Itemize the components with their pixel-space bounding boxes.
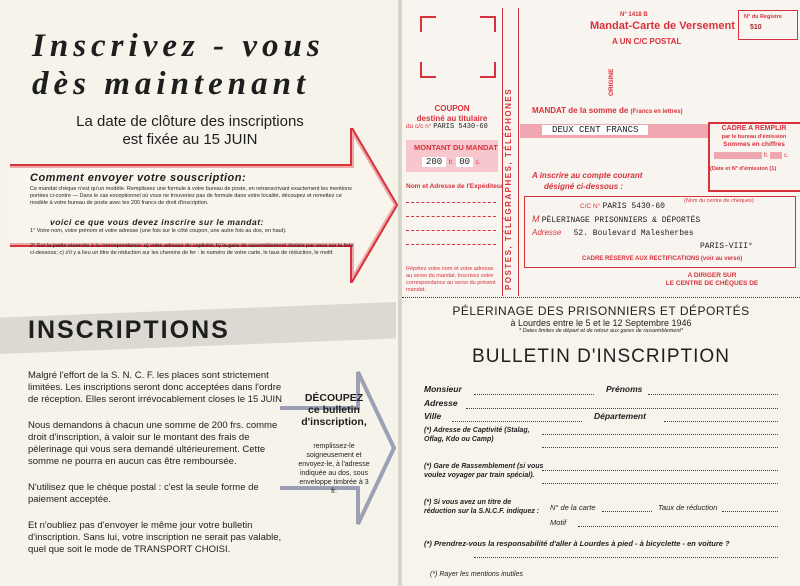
motif-label: Motif [550, 518, 567, 527]
footnote: (*) Rayer les mentions inutiles [430, 571, 523, 578]
cadre-title: CADRE A REMPLIR par le bureau d'émission Sommes en chiffres [721, 125, 787, 148]
taux-label: Taux de réduction [658, 503, 718, 512]
how-to-send-title: Comment envoyer votre souscription: [30, 172, 247, 184]
what-item-2: 2° Sur la partie réservée à la correspondance: a) votre adresse de captivité; b) la gare de rassemblement choisie par vous sur la liste ci-dessous; c) s'il y a lieu un titre de réduction sur les chemins de fer : le numéro de votre carte, le taux de réduction, le motif. [30, 243, 354, 256]
mandat-form [402, 0, 800, 296]
q-transport: (*) Prendrez-vous la responsabilité d'aller à Lourdes à pied - à bicyclette - en voiture ? [424, 539, 730, 548]
blank-line [406, 244, 496, 245]
blank-line [406, 230, 496, 231]
cc-centre-hint: (Nom du centre de chèques) [684, 198, 754, 204]
corner-mark [480, 62, 496, 78]
field-adresse-label: Adresse [424, 398, 458, 408]
coupon-separator [518, 8, 519, 296]
field-departement-line[interactable] [664, 421, 778, 422]
blank-line [406, 216, 496, 217]
motif-line[interactable] [578, 526, 778, 527]
montant-row: 200 fr. 00 c. [422, 156, 480, 167]
chiffres-row: fr. c. [714, 152, 798, 159]
bulletin-header: PÉLERINAGE DES PRISONNIERS ET DÉPORTÉS à Lourdes entre le 5 et le 12 Septembre 1946 * Dates limites de départ et de retour aux gares de rassemblement* [452, 304, 750, 334]
headline-line-2: dès maintenant [32, 66, 311, 102]
diriger-label: A DIRIGER SUR LE CENTRE DE CHÈQUES DE [665, 272, 759, 287]
closing-date-text: La date de clôture des inscriptions est fixée au 15 JUIN [76, 113, 304, 148]
corner-mark [420, 16, 436, 32]
q-reduction: (*) Si vous avez un titre de réduction sur la S.N.C.F. indiquez : [424, 499, 540, 515]
repeat-address-text: Répétez votre nom et votre adresse au verso du mandat. Inscrivez votre correspondance au verso du présent mandat. [406, 266, 496, 293]
para-payment-method: N'utilisez que le chèque postal : c'est la seule forme de paiement acceptée. [28, 482, 259, 505]
field-departement-label: Département [594, 411, 646, 421]
city-value: PARIS-VIII° [700, 242, 753, 251]
coupon-title: COUPON destiné au titulaire [416, 104, 488, 123]
left-page [0, 0, 398, 586]
inscriptions-title: INSCRIPTIONS [28, 316, 230, 344]
q-gare: (*) Gare de Rassemblement (si vous voulez voyager par train spécial). [424, 463, 544, 479]
headline-line-1: Inscrivez - vous [32, 28, 325, 64]
how-to-send-text: Ce mandat chèque n'est qu'un modèle. Remplissez une formule à votre bureau de poste, en retranscrivant exactement les mentions portées ci-contre — Dans le cas exceptionnel où vous ne trouveriez pas de formule dans votre localité, découpez et remettez ce modèle à votre bureau de poste avec les 200 francs de droit d'inscription. [30, 186, 352, 206]
inscrire-label: A inscrire au compte courant désigné ci-dessous : [532, 171, 643, 191]
postes-vertical-text: POSTES, TÉLÉGRAPHES, TÉLÉPHONES [504, 87, 513, 290]
cut-text: remplissez-le soigneusement et envoyez-le, à l'adresse indiquée au dos, sous enveloppe timbrée à 3 fr. [298, 443, 370, 495]
what-to-write-title: voici ce que vous devez inscrire sur le mandat: [50, 217, 264, 227]
field-ville-line[interactable] [452, 421, 582, 422]
para-send-bulletin: Et n'oubliez pas d'envoyer le même jour votre bulletin d'inscription. Sans lui, votre inscription ne serait pas valable, quel que soit le mode de TRANSPORT CHOISI. [28, 520, 282, 555]
coupon-cc-row: du c/c n° PARIS 5430-60 [406, 123, 488, 131]
carte-label: N° de la carte [550, 503, 596, 512]
origine-label: ORIGINE [608, 68, 615, 96]
cc-field-row: C/C N° PARIS 5430-60 [580, 202, 665, 211]
date-emission-label: (Date et N° d'émission (1) [710, 166, 777, 172]
field-monsieur-label: Monsieur [424, 384, 462, 394]
cut-title: DÉCOUPEZ ce bulletin d'inscription, [301, 392, 367, 428]
somme-label: MANDAT de la somme de (Francs en lettres) [532, 106, 683, 115]
bulletin-form [402, 298, 800, 586]
mandat-subtitle: A UN C/C POSTAL [612, 37, 682, 46]
taux-line[interactable] [722, 511, 778, 512]
field-adresse-line[interactable] [466, 408, 778, 409]
field-ville-label: Ville [424, 411, 442, 421]
somme-value: DEUX CENT FRANCS [542, 125, 648, 135]
corner-mark [480, 16, 496, 32]
registre-value: 510 [750, 24, 762, 31]
gare-line[interactable] [542, 483, 778, 484]
payee-row: M PÈLERINAGE PRISONNIERS & DÉPORTÉS [532, 214, 701, 225]
coupon-separator [502, 8, 503, 296]
field-prenoms-label: Prénoms [606, 384, 643, 394]
transport-line[interactable] [474, 557, 778, 558]
address-row: Adresse 52. Boulevard Malesherbes [532, 228, 694, 238]
captivite-line[interactable] [542, 447, 778, 448]
mandat-number: N° 1418 B [620, 12, 648, 18]
blank-line [406, 202, 496, 203]
captivite-line[interactable] [542, 434, 778, 435]
field-prenoms-line[interactable] [648, 394, 778, 395]
montant-label: MONTANT DU MANDAT [414, 143, 498, 152]
q-captivite: (*) Adresse de Captivité (Stalag, Oflag, Kdo ou Camp) [424, 427, 530, 443]
corner-mark [420, 62, 436, 78]
registre-label: N° du Registre [744, 14, 782, 20]
gare-line[interactable] [542, 470, 778, 471]
field-monsieur-line[interactable] [474, 394, 594, 395]
bulletin-title: BULLETIN D'INSCRIPTION [472, 346, 730, 367]
mandat-title: Mandat-Carte de Versement [590, 20, 735, 32]
para-registration-fee: Nous demandons à chacun une somme de 200 frs. comme droit d'inscription, à valoir sur le montant des frais de pèlerinage qui vous sera demandé ultérieurement. Cette somme ne pourra en aucun cas être remboursée. [28, 420, 278, 467]
cadre-reserve-label: CADRE RESERVE AUX RECTIFICATIONS (voir au verso) [582, 256, 743, 262]
carte-line[interactable] [602, 511, 652, 512]
para-places-limited: Malgré l'effort de la S. N. C. F. les places sont strictement limitées. Les inscriptions seront donc acceptées dans l'ordre de réception. Elles seront irrévocablement closes le 15 JUIN [28, 370, 282, 405]
expediteur-label: Nom et Adresse de l'Expéditeur [406, 183, 504, 190]
what-item-1: 1° Votre nom, votre prénom et votre adresse (une fois sur le côté coupon, une autre fois au dos, en haut). [30, 228, 287, 234]
